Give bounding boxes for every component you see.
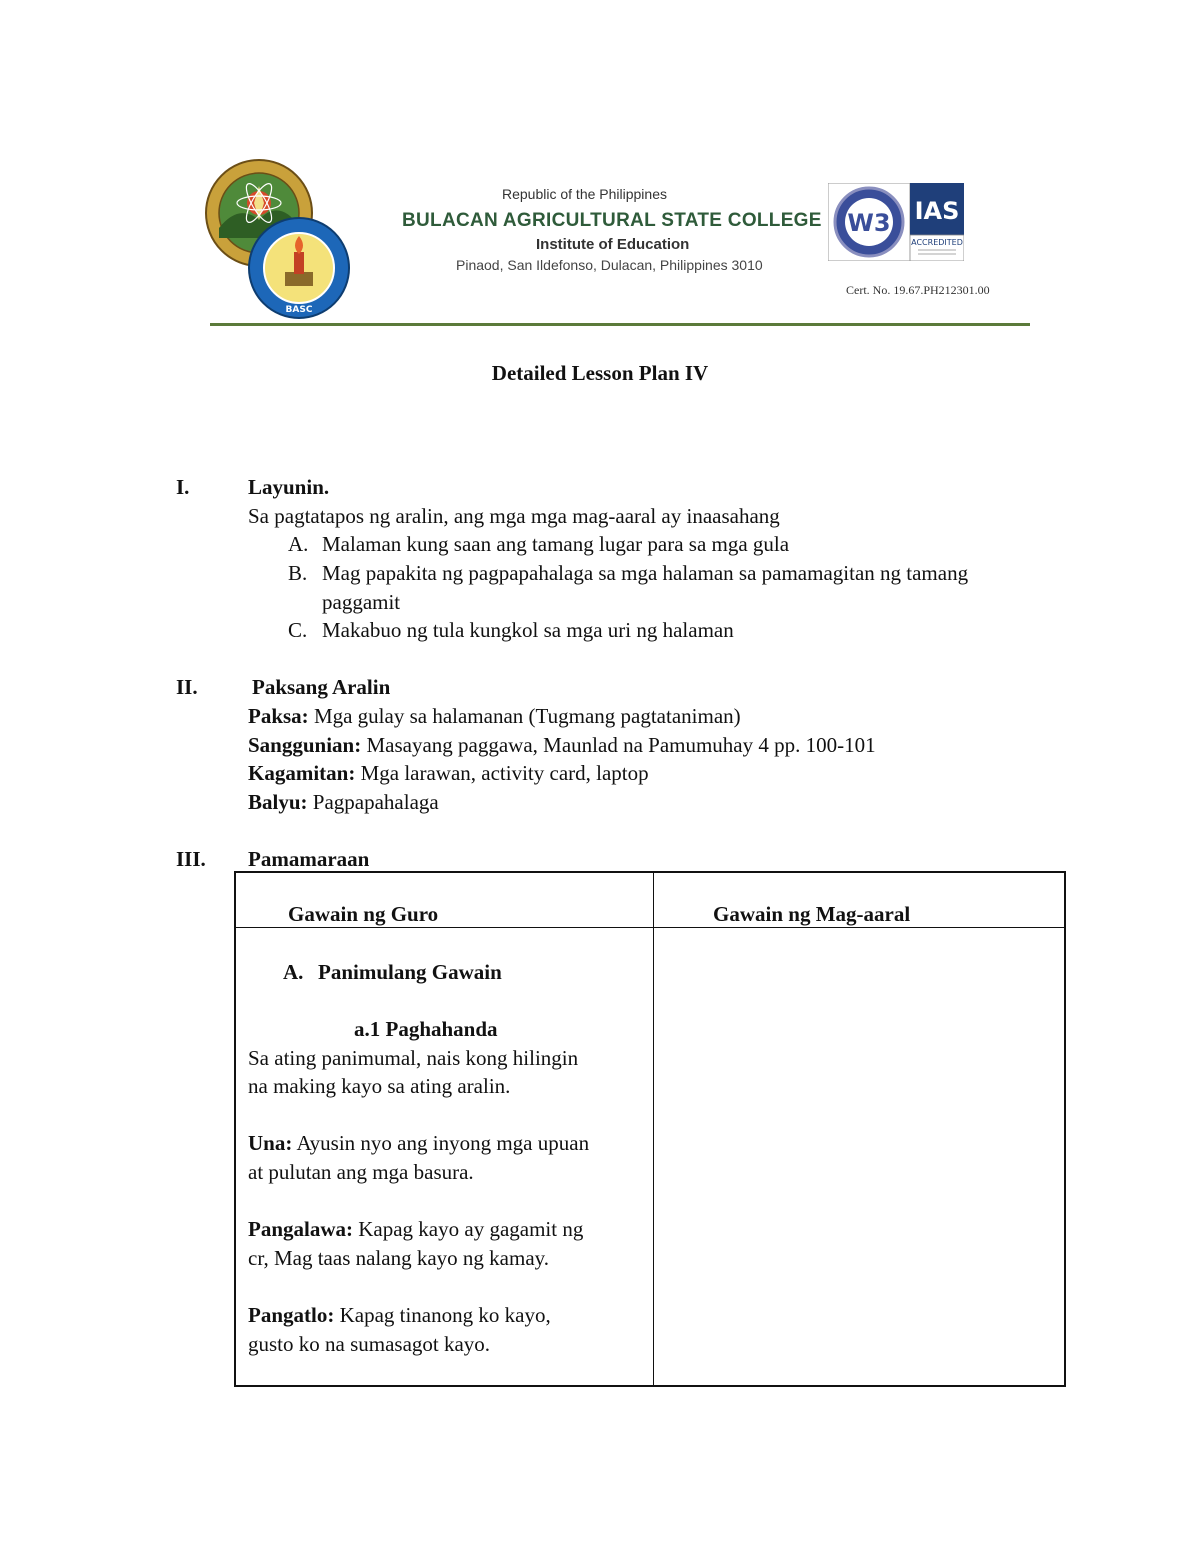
- subject-matter-label: Paksa:: [248, 704, 309, 728]
- subject-matter-value: Masayang paggawa, Maunlad na Pamumuhay 4 pp. 100-101: [366, 733, 876, 757]
- objective-text: Malaman kung saan ang tamang lugar para sa mga gula: [322, 532, 790, 556]
- step-text: Kapag kayo ay gagamit ng: [358, 1217, 584, 1241]
- subject-matter-value: Mga larawan, activity card, laptop: [360, 761, 649, 785]
- table-header-divider: [236, 927, 1066, 928]
- part-title: Panimulang Gawain: [318, 960, 502, 984]
- teacher-step: [248, 1215, 583, 1244]
- step-label: Pangalawa:: [248, 1217, 353, 1241]
- step-label: Pangatlo:: [248, 1303, 335, 1327]
- document-title: Detailed Lesson Plan IV: [491, 361, 709, 385]
- subject-matter-value: Pagpapahalaga: [312, 790, 439, 814]
- step-text-continued: gusto ko na sumasagot kayo.: [248, 1332, 491, 1356]
- ias-accredited-logo: [910, 183, 964, 261]
- subject-matter-value: Mga gulay sa halamanan (Tugmang pagtataniman): [313, 704, 741, 728]
- svg-text:ACCREDITED: ACCREDITED: [911, 238, 963, 247]
- subject-matter-label: Sanggunian:: [248, 733, 362, 757]
- objective-text: Makabuo ng tula kungkol sa mga uri ng halaman: [322, 618, 734, 642]
- svg-text:W3: W3: [847, 209, 891, 237]
- sub-activity-title: a.1 Paghahanda: [354, 1017, 498, 1041]
- letterhead-institute: Institute of Education: [536, 236, 690, 253]
- letterhead-college-name: BULACAN AGRICULTURAL STATE COLLEGE: [402, 210, 822, 231]
- teacher-line: na making kayo sa ating aralin.: [248, 1074, 511, 1098]
- teacher-step: [248, 1129, 589, 1158]
- objective-text: Mag papakita ng pagpapahalaga sa mga halaman sa pamamagitan ng tamang: [322, 561, 969, 585]
- objective-letter: A.: [288, 532, 309, 556]
- subject-matter-row: [248, 759, 649, 788]
- svg-text:IAS: IAS: [914, 197, 960, 225]
- svg-text:BASC: BASC: [285, 305, 313, 315]
- subject-matter-label: Kagamitan:: [248, 761, 356, 785]
- subject-matter-row: [248, 702, 741, 731]
- section-1-intro: Sa pagtatapos ng aralin, ang mga mga mag-aaral ay inaasahang: [248, 504, 780, 528]
- section-2-heading: Paksang Aralin: [252, 675, 391, 699]
- step-text: Ayusin nyo ang inyong mga upuan: [296, 1131, 590, 1155]
- objective-letter: B.: [288, 561, 308, 585]
- table-header-student: Gawain ng Mag-aaral: [713, 902, 911, 926]
- certificate-number: Cert. No. 19.67.PH212301.00: [846, 283, 990, 297]
- step-text-continued: at pulutan ang mga basura.: [248, 1160, 474, 1184]
- letterhead-address: Pinaod, San Ildefonso, Dulacan, Philippines 3010: [456, 257, 763, 273]
- section-3-numeral: III.: [176, 847, 206, 871]
- section-2-numeral: II.: [176, 675, 198, 699]
- teacher-step: [248, 1301, 551, 1330]
- subject-matter-label: Balyu:: [248, 790, 308, 814]
- letterhead-republic: Republic of the Philippines: [502, 186, 667, 202]
- section-1-numeral: I.: [176, 475, 190, 499]
- institute-seal-logo: [247, 216, 351, 320]
- objective-text-continued: paggamit: [322, 590, 401, 614]
- step-label: Una:: [248, 1131, 293, 1155]
- step-text: Kapag tinanong ko kayo,: [339, 1303, 551, 1327]
- section-1-heading: Layunin.: [248, 475, 330, 499]
- table-header-teacher: Gawain ng Guro: [288, 902, 439, 926]
- subject-matter-row: [248, 731, 876, 760]
- table-column-divider: [653, 871, 654, 1387]
- section-3-heading: Pamamaraan: [248, 847, 370, 871]
- subject-matter-row: [248, 788, 439, 817]
- step-text-continued: cr, Mag taas nalang kayo ng kamay.: [248, 1246, 550, 1270]
- part-letter: A.: [283, 960, 304, 984]
- objective-letter: C.: [288, 618, 308, 642]
- acb-w3-certification-logo: [828, 183, 910, 261]
- letterhead-divider: [210, 323, 1030, 326]
- teacher-line: Sa ating panimumal, nais kong hilingin: [248, 1046, 579, 1070]
